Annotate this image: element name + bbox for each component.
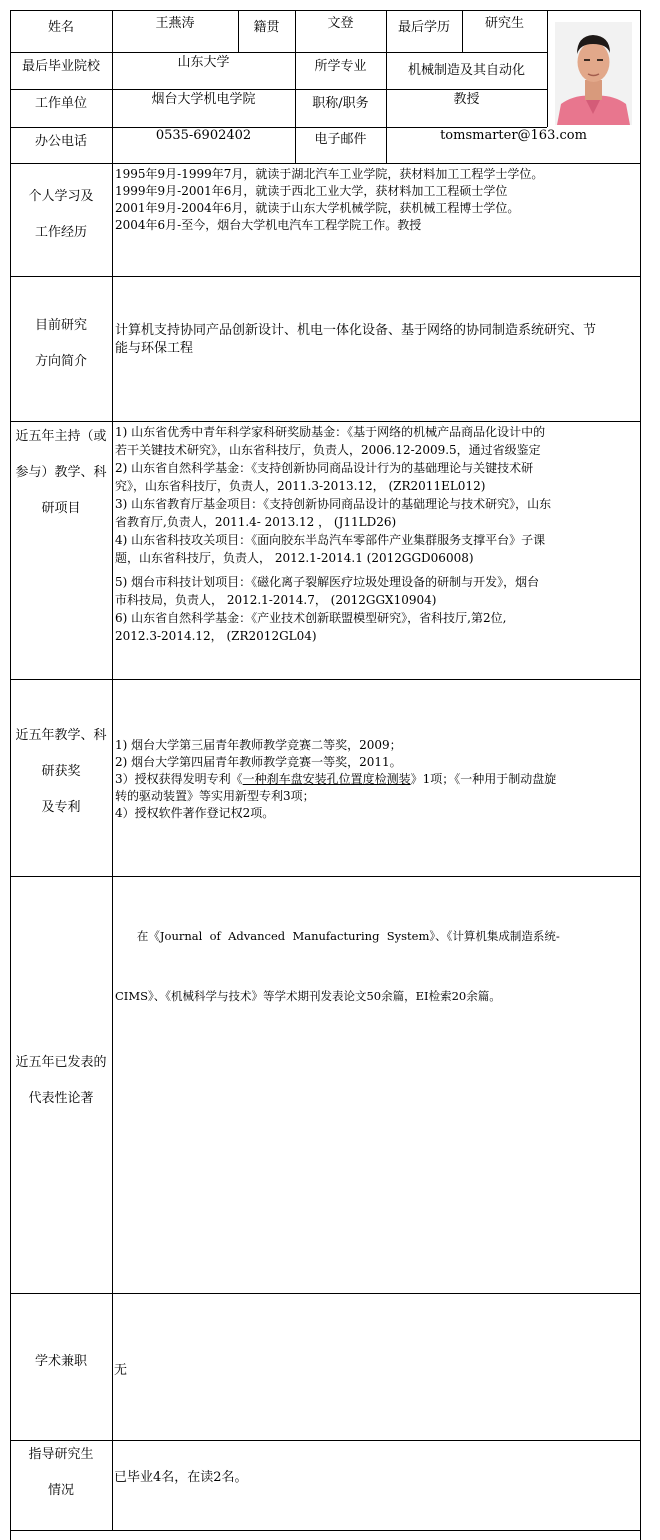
work-value: 烟台大学机电学院: [151, 92, 256, 107]
experience-content: [115, 166, 640, 234]
list-item: 1999年9月-2001年6月，就读于西北工业大学，获材料加工工程硕士学位: [115, 184, 508, 198]
phone-value: 0535-6902402: [155, 128, 252, 143]
list-item: 省教育厅,负责人，2011.4- 2013.12 ， (J11LD26): [115, 515, 397, 529]
research-label-1: 目前研究: [34, 318, 87, 333]
list-item: 能与环保工程: [115, 341, 194, 356]
list-item: 2) 烟台大学第四届青年教师教学竞赛一等奖，2011。: [115, 755, 402, 769]
list-item: 5) 烟台市科技计划项目：《磁化离子裂解医疗垃圾处理设备的研制与开发》，烟台: [115, 575, 540, 589]
list-item: 在《Journal of Advanced Manufacturing System》、《计算机集成制造系统-: [115, 929, 560, 943]
research-content: [115, 322, 640, 358]
list-item: [115, 771, 640, 788]
list-item: 究》，山东省科技厅，负责人，2011.3-2013.12， (ZR2011EL012): [115, 479, 486, 493]
name-value: 王燕涛: [155, 16, 195, 31]
list-item: 6) 山东省自然科学基金：《产业技术创新联盟模型研究》，省科技厅,第2位,: [115, 611, 507, 625]
major-label: 所学专业: [314, 59, 367, 74]
awards-label-3: 及专利: [41, 800, 81, 815]
papers-label-2: 代表性论著: [28, 1091, 94, 1106]
degree-value: 研究生: [484, 16, 524, 31]
patent-title-underlined: 一种刹车盘安装孔位置度检测装: [242, 772, 411, 786]
school-value: 山东大学: [177, 55, 230, 70]
list-item: 1) 烟台大学第三届青年教师教学竞赛二等奖，2009；: [115, 738, 402, 752]
list-item: 1995年9月-1999年7月，就读于湖北汽车工业学院，获材料加工工程学士学位。: [115, 167, 544, 181]
list-item: 4) 山东省科技攻关项目：《面向胶东半岛汽车零部件产业集群服务支撑平台》子课: [115, 533, 546, 547]
major-value: 机械制造及其自动化: [407, 63, 525, 78]
experience-label-2: 工作经历: [34, 225, 87, 240]
academic-value: 无: [114, 1363, 128, 1378]
projects-label-2: 参与）教学、科: [15, 465, 107, 480]
origin-label: 籍贯: [253, 20, 280, 35]
list-item: 转的驱动装置》等实用新型专利3项；: [115, 789, 315, 803]
school-label: 最后毕业院校: [21, 59, 100, 74]
title-value: 教授: [453, 92, 480, 107]
email-value: tomsmarter@163.com: [440, 128, 587, 143]
projects-label-3: 研项目: [41, 501, 81, 516]
list-item: 题，山东省科技厅，负责人， 2012.1-2014.1 (2012GGD06008): [115, 551, 474, 565]
papers-label-1: 近五年已发表的: [15, 1055, 107, 1070]
list-item: 3) 山东省教育厅基金项目：《支持创新协同商品设计的基础理论与技术研究》，山东: [115, 497, 552, 511]
projects-label-1: 近五年主持（或: [15, 429, 107, 444]
awards-content: [115, 737, 640, 822]
email-label: 电子邮件: [314, 132, 367, 147]
research-label-2: 方向简介: [34, 354, 87, 369]
students-label-2: 情况: [47, 1483, 74, 1498]
list-item: 市科技局，负责人， 2012.1-2014.7， (2012GGX10904): [115, 593, 437, 607]
phone-label: 办公电话: [34, 134, 87, 149]
students-label-1: 指导研究生: [28, 1447, 94, 1462]
work-label: 工作单位: [34, 96, 87, 111]
patent-text-post: 》1项；《一种用于制动盘旋: [410, 772, 557, 786]
projects-content: [115, 423, 640, 645]
name-label: 姓名: [47, 20, 74, 35]
students-value: 已毕业4名，在读2名。: [114, 1470, 248, 1485]
list-item: CIMS》、《机械科学与技术》等学术期刊发表论文50余篇，EI检索20余篇。: [115, 989, 501, 1003]
list-item: 2) 山东省自然科学基金：《支持创新协同商品设计行为的基础理论与关键技术研: [115, 461, 534, 475]
list-item: 2001年9月-2004年6月，就读于山东大学机械学院，获机械工程博士学位。: [115, 201, 520, 215]
list-item: 1) 山东省优秀中青年科学家科研奖励基金：《基于网络的机械产品商品化设计中的: [115, 425, 546, 439]
academic-label: 学术兼职: [34, 1354, 87, 1369]
list-item: 2012.3-2014.12， (ZR2012GL04): [115, 629, 317, 643]
experience-label-1: 个人学习及: [28, 189, 94, 204]
title-label: 职称/职务: [312, 96, 369, 111]
awards-label-1: 近五年教学、科: [15, 728, 107, 743]
origin-value: 文登: [327, 16, 354, 31]
profile-photo: [555, 22, 632, 125]
list-item: 2004年6月-至今，烟台大学机电汽车工程学院工作。教授: [115, 218, 422, 232]
awards-label-2: 研获奖: [41, 764, 81, 779]
list-item: 计算机支持协同产品创新设计、机电一体化设备、基于网络的协同制造系统研究、节: [115, 323, 597, 338]
papers-content: [115, 886, 640, 1026]
degree-label: 最后学历: [397, 20, 450, 35]
list-item: 若干关键技术研究》，山东省科技厅，负责人，2006.12-2009.5，通过省级鉴定: [115, 443, 541, 457]
patent-text-pre: 3）授权获得发明专利《: [115, 772, 243, 786]
list-item: 4）授权软件著作登记权2项。: [115, 806, 275, 820]
